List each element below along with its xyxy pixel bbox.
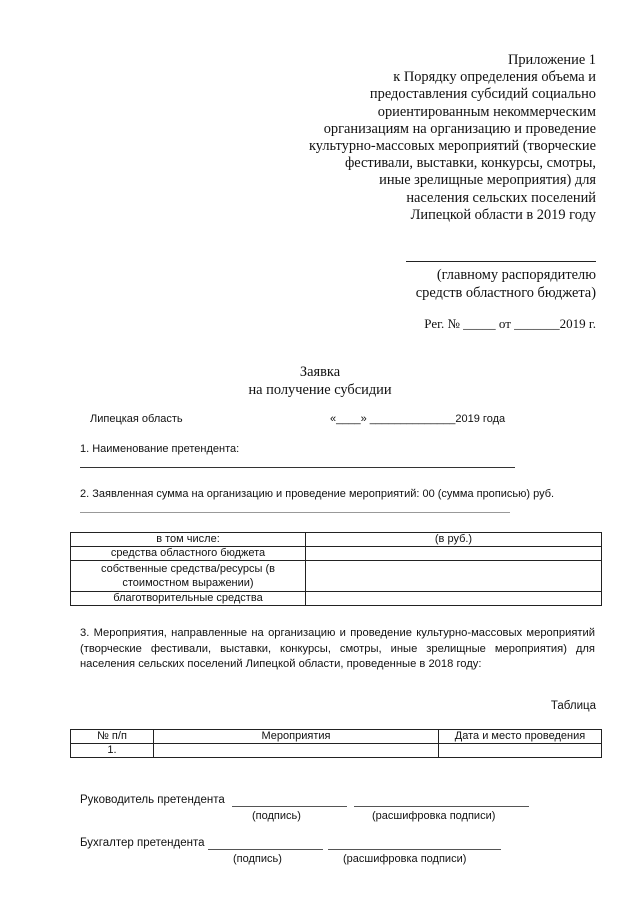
table-row (71, 547, 602, 561)
applicant-name-line[interactable] (80, 467, 515, 468)
appendix-line: ориентированным некоммерческим (377, 103, 596, 120)
head-signature-caption: (подпись) (252, 810, 301, 822)
table-row (71, 561, 602, 592)
appendix-line: Липецкой области в 2019 году (410, 206, 596, 223)
events-cell-number: 1. (71, 744, 154, 758)
appendix-line: к Порядку определения объема и (393, 69, 596, 86)
accountant-signature-line[interactable] (208, 849, 323, 850)
head-decode-caption: (расшифровка подписи) (372, 810, 496, 822)
head-name-line[interactable] (354, 806, 529, 807)
region-label: Липецкая область (90, 413, 183, 425)
events-cell-date-place[interactable] (439, 744, 602, 758)
events-cell-event[interactable] (154, 744, 439, 758)
application-date: «____» ______________2019 года (330, 413, 506, 425)
amount-line[interactable] (80, 512, 510, 513)
document-title: Заявка (299, 364, 341, 380)
events-table (70, 729, 602, 758)
table-row (71, 744, 602, 758)
funds-row-value[interactable] (306, 561, 602, 592)
events-header-events: Мероприятия (154, 730, 439, 744)
appendix-header (256, 52, 596, 224)
head-signature-label: Руководитель претендента (80, 794, 225, 806)
appendix-line: культурно-массовых мероприятий (творческие (309, 138, 596, 155)
recipient-line-1: (главному распорядителю (436, 267, 596, 283)
appendix-line: фестивали, выставки, конкурсы, смотры, (344, 155, 596, 172)
appendix-line: Приложение 1 (507, 52, 596, 68)
appendix-line: организациям на организацию и проведение (323, 120, 596, 137)
funds-row-label: средства областного бюджета (71, 547, 306, 561)
funds-row-label: собственные средства/ресурсы (в стоимостном выражении) (71, 561, 306, 592)
recipient-block (376, 255, 596, 302)
table-caption: Таблица (550, 700, 596, 712)
section-1-label: 1. Наименование претендента: (80, 443, 240, 455)
appendix-line: иные зрелищные мероприятия) для (379, 172, 596, 189)
recipient-blank-line (406, 255, 596, 262)
funds-row-label: благотворительные средства (71, 592, 306, 606)
events-header-number: № п/п (71, 730, 154, 744)
section-2-label: 2. Заявленная сумма на организацию и проведение мероприятий: 00 (сумма прописью) руб. (80, 488, 555, 500)
funds-table (70, 532, 602, 606)
table-row (71, 730, 602, 744)
table-row (71, 533, 602, 547)
events-header-date-place: Дата и место проведения (439, 730, 602, 744)
accountant-signature-caption: (подпись) (233, 853, 282, 865)
accountant-signature-label: Бухгалтер претендента (80, 837, 205, 849)
table-row (71, 592, 602, 606)
funds-header-left: в том числе: (71, 533, 306, 547)
accountant-decode-caption: (расшифровка подписи) (343, 853, 467, 865)
funds-header-right: (в руб.) (306, 533, 602, 547)
registration-number: Рег. № _____ от _______2019 г. (424, 316, 596, 331)
section-3-text: 3. Мероприятия, направленные на организацию и проведение культурно-массовых мероприятий (творческие фестивали, выставки, конкурсы, смотры, иные зрелищные мероприятия) для населения сельских поселений Липецкой области, проведенные в 2018 году: (80, 627, 595, 670)
recipient-line-2: средств областного бюджета) (415, 285, 596, 301)
appendix-line: населения сельских поселений (406, 189, 596, 206)
funds-row-value[interactable] (306, 547, 602, 561)
document-subtitle: на получение субсидии (248, 382, 392, 398)
head-signature-line[interactable] (232, 806, 347, 807)
appendix-line: предоставления субсидий социально (369, 86, 596, 103)
accountant-name-line[interactable] (328, 849, 501, 850)
funds-row-value[interactable] (306, 592, 602, 606)
